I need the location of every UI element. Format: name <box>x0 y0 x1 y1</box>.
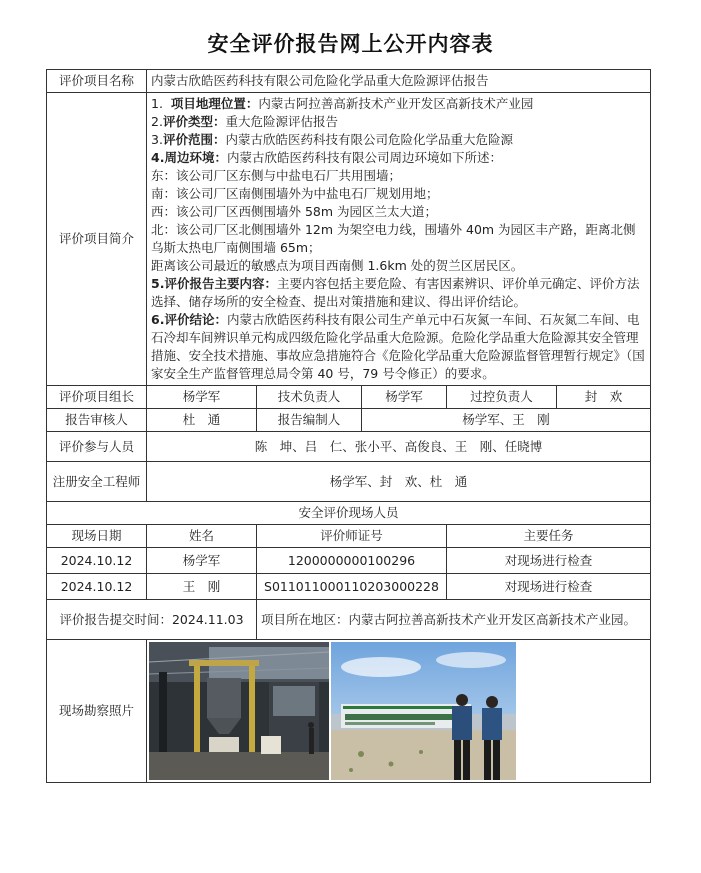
factory-gate-image <box>331 642 516 780</box>
onsite-date: 2024.10.12 <box>47 574 147 600</box>
intro-item-6: 6.评价结论：内蒙古欣皓医药科技有限公司生产单元中石灰氮一车间、石灰氮二车间、电石冷却车间辨识单元构成四级危险化学品重大危险源。危险化学品重大危险源其安全管理措施、安全技术措施、事故应急措施符合《危险化学品重大危险源监督管理暂行规定》（国家安全生产监督管理总局令第 40 号，79 号令修正）的要求。 <box>151 312 645 381</box>
surrounding-east: 东：该公司厂区东侧与中盐电石厂共用围墙； <box>151 168 402 183</box>
process-value: 封 欢 <box>557 386 651 409</box>
editor-label: 报告编制人 <box>257 409 362 432</box>
project-name-value: 内蒙古欣皓医药科技有限公司危险化学品重大危险源评估报告 <box>147 70 651 93</box>
engineers-row <box>47 462 651 502</box>
reviewer-row <box>47 409 651 432</box>
project-intro-content <box>147 93 651 386</box>
onsite-header-task: 主要任务 <box>447 525 651 548</box>
photo-row <box>47 640 651 783</box>
onsite-header-date: 现场日期 <box>47 525 147 548</box>
project-intro-row <box>47 93 651 386</box>
participants-value: 陈 坤、吕 仁、张小平、高俊良、王 刚、任晓博 <box>147 432 651 462</box>
submit-row <box>47 600 651 640</box>
engineers-label: 注册安全工程师 <box>47 462 147 502</box>
onsite-header-name: 姓名 <box>147 525 257 548</box>
team-leader-row <box>47 386 651 409</box>
project-name-row <box>47 70 651 93</box>
process-label: 过控负责人 <box>447 386 557 409</box>
surrounding-south: 南：该公司厂区南侧围墙外为中盐电石厂规划用地； <box>151 186 439 201</box>
editor-value: 杨学军、王 刚 <box>362 409 651 432</box>
onsite-header-cert: 评价师证号 <box>257 525 447 548</box>
leader-label: 评价项目组长 <box>47 386 147 409</box>
surrounding-sensitive: 距离该公司最近的敏感点为项目西南侧 1.6km 处的贺兰区居民区。 <box>151 258 524 273</box>
project-location: 项目所在地区：内蒙古阿拉善高新技术产业开发区高新技术产业园。 <box>257 600 651 640</box>
onsite-date: 2024.10.12 <box>47 548 147 574</box>
onsite-task: 对现场进行检查 <box>447 548 651 574</box>
onsite-header-row <box>47 525 651 548</box>
reviewer-label: 报告审核人 <box>47 409 147 432</box>
leader-value: 杨学军 <box>147 386 257 409</box>
intro-item-5: 5.评价报告主要内容：主要内容包括主要危险、有害因素辨识、评价单元确定、评价方法选择、储存场所的安全检查、提出对策措施和建议、得出评价结论。 <box>151 276 640 309</box>
participants-label: 评价参与人员 <box>47 432 147 462</box>
surrounding-north: 北：该公司厂区北侧围墙外 12m 为架空电力线，围墙外 40m 为园区丰产路，距离北侧乌斯太热电厂南侧围墙 65m； <box>151 222 636 255</box>
engineers-value: 杨学军、封 欢、杜 通 <box>147 462 651 502</box>
warehouse-interior-image <box>149 642 329 780</box>
onsite-section-title: 安全评价现场人员 <box>47 502 651 525</box>
tech-value: 杨学军 <box>362 386 447 409</box>
project-name-label: 评价项目名称 <box>47 70 147 93</box>
onsite-cert: 1200000000100296 <box>257 548 447 574</box>
table-row <box>47 548 651 574</box>
onsite-task: 对现场进行检查 <box>447 574 651 600</box>
intro-item-3: 3.评价范围：内蒙古欣皓医药科技有限公司危险化学品重大危险源 <box>151 132 513 147</box>
onsite-name: 王 刚 <box>147 574 257 600</box>
onsite-name: 杨学军 <box>147 548 257 574</box>
page-title: 安全评价报告网上公开内容表 <box>207 32 494 56</box>
intro-item-4: 4.周边环境：内蒙古欣皓医药科技有限公司周边环境如下所述： <box>151 150 502 165</box>
project-intro-label: 评价项目简介 <box>47 93 147 386</box>
factory-gate-photo <box>331 642 516 780</box>
submit-time: 评价报告提交时间：2024.11.03 <box>47 600 257 640</box>
intro-item-2: 2.评价类型：重大危险源评估报告 <box>151 114 338 129</box>
onsite-cert: S011011000110203000228 <box>257 574 447 600</box>
surrounding-west: 西：该公司厂区西侧围墙外 58m 为园区兰太大道； <box>151 204 438 219</box>
disclosure-table <box>46 69 651 783</box>
reviewer-value: 杜 通 <box>147 409 257 432</box>
table-row <box>47 574 651 600</box>
participants-row <box>47 432 651 462</box>
warehouse-interior-photo <box>149 642 329 780</box>
onsite-section-row <box>47 502 651 525</box>
photos-label: 现场勘察照片 <box>47 640 147 783</box>
tech-label: 技术负责人 <box>257 386 362 409</box>
intro-item-1: 1. 项目地理位置：内蒙古阿拉善高新技术产业开发区高新技术产业园 <box>151 96 534 111</box>
photos-cell <box>147 640 651 783</box>
